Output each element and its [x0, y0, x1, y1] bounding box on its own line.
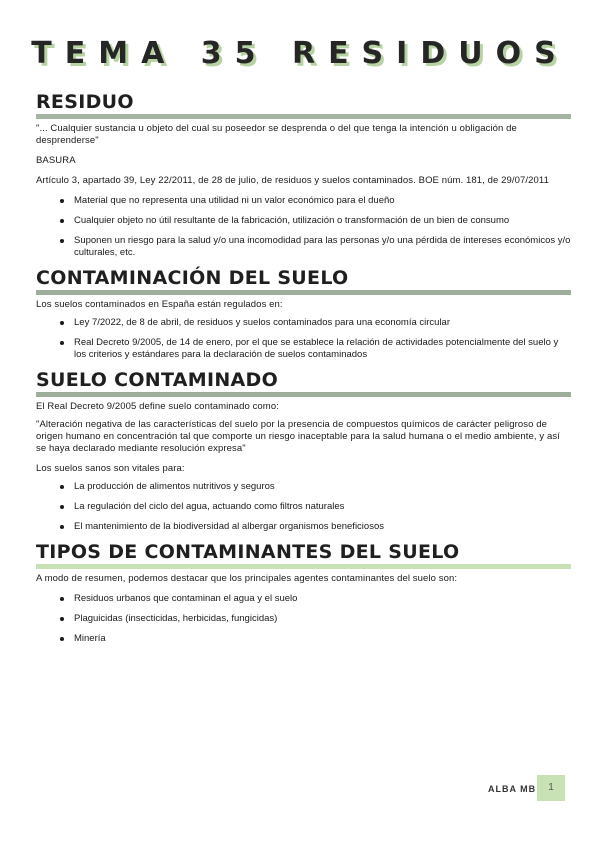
- basura-list: [36, 195, 571, 259]
- bullet-icon: [60, 219, 64, 223]
- bullet-icon: [60, 199, 64, 203]
- bullet-icon: [60, 341, 64, 345]
- residuo-definition-quote: "... Cualquier sustancia u objeto del cual su poseedor se desprenda o del que tenga la intención u obligación de desprenderse": [36, 123, 517, 146]
- list-item: Material que no representa una utilidad ni un valor económico para el dueño: [74, 195, 571, 207]
- section-heading-residuo: RESIDUO: [36, 91, 571, 119]
- list-item: Residuos urbanos que contaminan el agua y el suelo: [74, 593, 571, 605]
- list-item: La regulación del ciclo del agua, actuando como filtros naturales: [74, 501, 571, 513]
- bullet-icon: [60, 321, 64, 325]
- suelos-sanos-list: [36, 481, 571, 533]
- suelos-sanos-intro: Los suelos sanos son vitales para:: [36, 463, 185, 474]
- document-title: TEMA 35 RESIDUOS: [31, 36, 569, 71]
- tipos-intro: A modo de resumen, podemos destacar que los principales agentes contaminantes del suelo son:: [36, 573, 458, 584]
- list-item: Minería: [74, 633, 571, 645]
- list-item: El mantenimiento de la biodiversidad al albergar organismos beneficiosos: [74, 521, 571, 533]
- list-item: Ley 7/2022, de 8 de abril, de residuos y suelos contaminados para una economía circular: [74, 317, 571, 329]
- footer-author: ALBA MB: [488, 784, 537, 794]
- contaminacion-intro: Los suelos contaminados en España están regulados en:: [36, 299, 283, 310]
- list-item: La producción de alimentos nutritivos y seguros: [74, 481, 571, 493]
- list-item: Suponen un riesgo para la salud y/o una incomodidad para las personas y/o una pérdida de intereses económicos y/o culturales, etc.: [74, 235, 571, 259]
- bullet-icon: [60, 239, 64, 243]
- regulation-list: [36, 317, 571, 361]
- bullet-icon: [60, 617, 64, 621]
- bullet-icon: [60, 525, 64, 529]
- bullet-icon: [60, 637, 64, 641]
- section-heading-contaminacion: CONTAMINACIÓN DEL SUELO: [36, 267, 571, 295]
- suelo-contaminado-intro: El Real Decreto 9/2005 define suelo contaminado como:: [36, 401, 279, 412]
- list-item: Plaguicidas (insecticidas, herbicidas, fungicidas): [74, 613, 571, 625]
- section-heading-tipos-contaminantes: TIPOS DE CONTAMINANTES DEL SUELO: [36, 541, 571, 569]
- bullet-icon: [60, 505, 64, 509]
- bullet-icon: [60, 597, 64, 601]
- content-area: [36, 91, 571, 653]
- list-item: Real Decreto 9/2005, de 14 de enero, por el que se establece la relación de actividades potencialmente del suelo y los criterios y estándares para la declaración de suelos contaminados: [74, 337, 571, 361]
- suelo-contaminado-quote: "Alteración negativa de las características del suelo por la presencia de compuestos químicos de carácter peligroso de origen humano en concentración tal que comporte un riesgo inaceptable para la salud humana o el medio ambiente, y así se haya declarado mediante resolución expresa": [36, 419, 560, 454]
- page-number: 1: [537, 775, 565, 801]
- basura-label: BASURA: [36, 155, 76, 166]
- bullet-icon: [60, 485, 64, 489]
- law-reference: Artículo 3, apartado 39, Ley 22/2011, de 28 de julio, de residuos y suelos contaminados. BOE núm. 181, de 29/07/2011: [36, 175, 549, 186]
- list-item: Cualquier objeto no útil resultante de la fabricación, utilización o transformación de un bien de consumo: [74, 215, 571, 227]
- section-heading-suelo-contaminado: SUELO CONTAMINADO: [36, 369, 571, 397]
- contaminantes-list: [36, 593, 571, 645]
